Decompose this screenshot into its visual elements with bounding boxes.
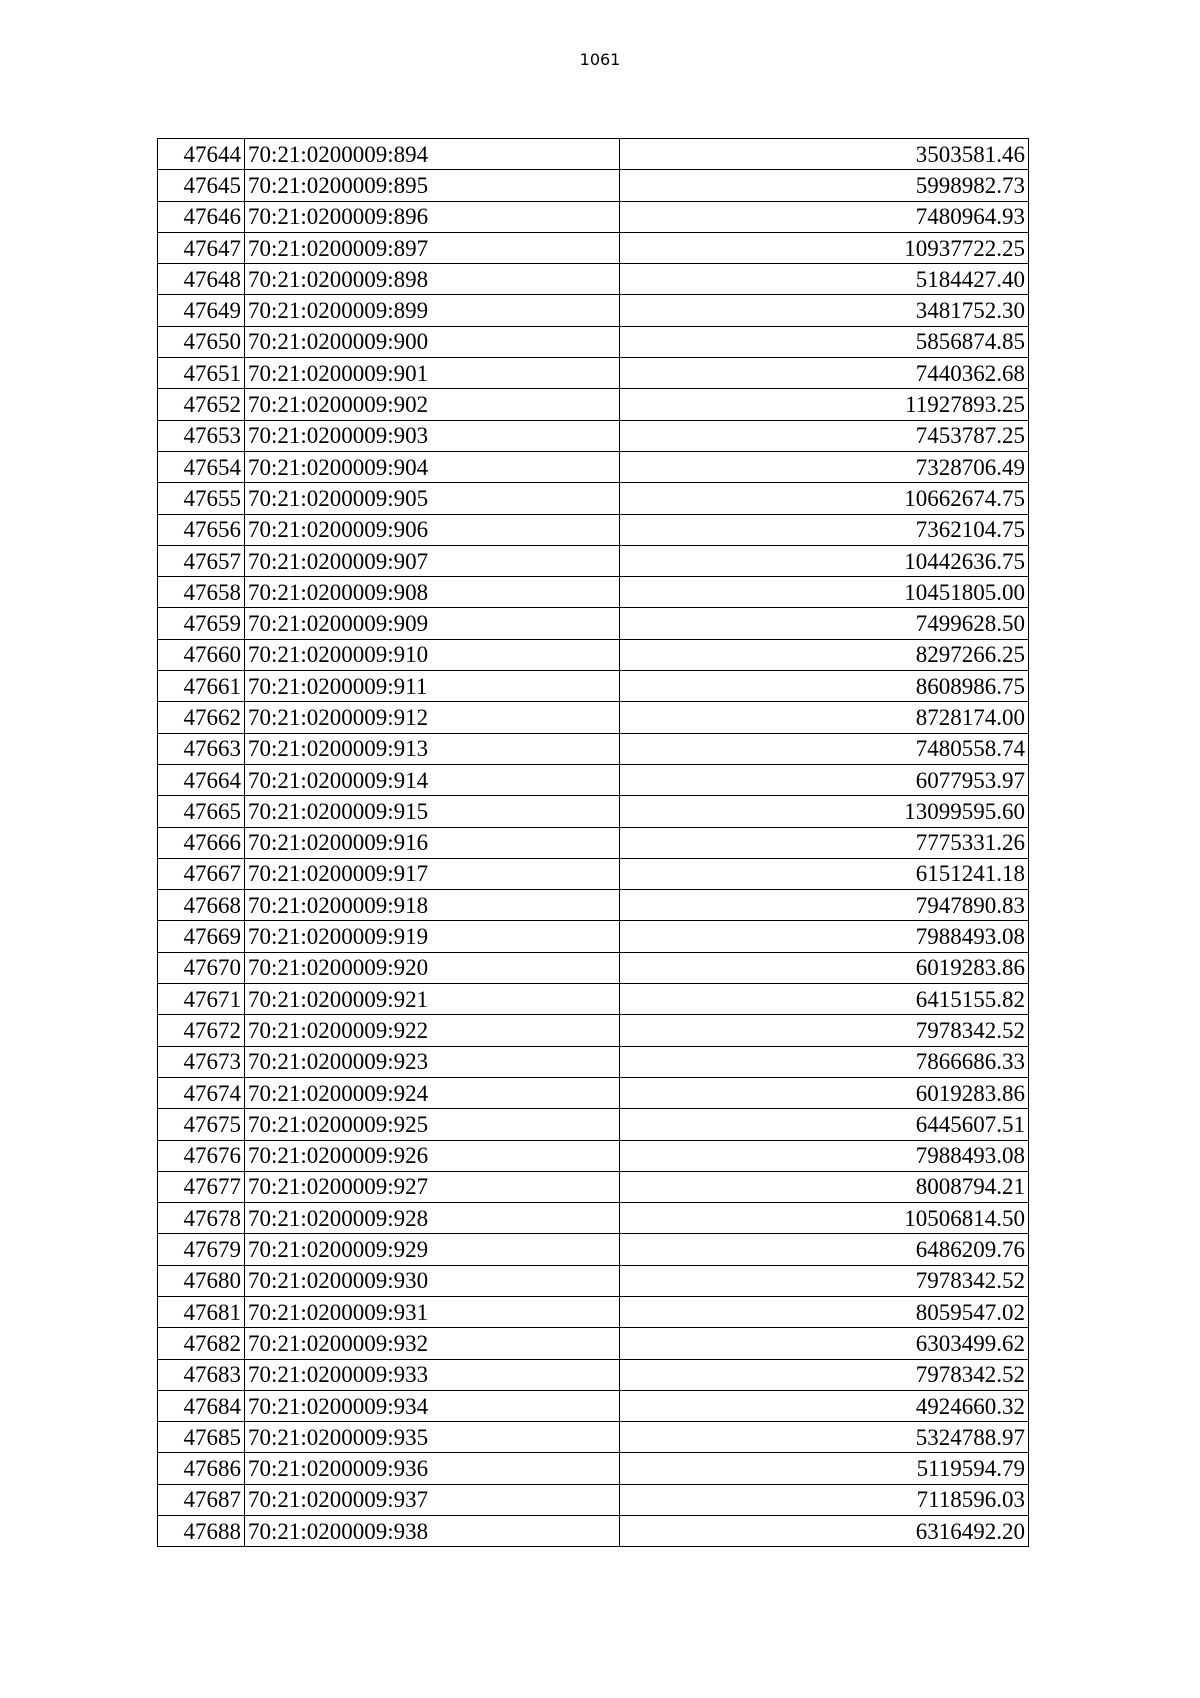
row-number-cell: 47683	[158, 1359, 245, 1390]
table-row	[158, 796, 1029, 827]
cadastral-value-cell: 8059547.02	[620, 1296, 1029, 1327]
cadastral-number-cell: 70:21:0200009:935	[245, 1422, 620, 1453]
cadastral-value-cell: 6415155.82	[620, 984, 1029, 1015]
cadastral-number-cell: 70:21:0200009:904	[245, 451, 620, 482]
cadastral-value-cell: 6151241.18	[620, 858, 1029, 889]
table-row	[158, 1265, 1029, 1296]
table-row	[158, 545, 1029, 576]
table-row	[158, 326, 1029, 357]
table-body	[158, 139, 1029, 1547]
cadastral-number-cell: 70:21:0200009:934	[245, 1390, 620, 1421]
row-number-cell: 47669	[158, 921, 245, 952]
cadastral-value-cell: 7988493.08	[620, 1140, 1029, 1171]
cadastral-value-cell: 5324788.97	[620, 1422, 1029, 1453]
table-row	[158, 358, 1029, 389]
cadastral-value-cell: 7440362.68	[620, 358, 1029, 389]
cadastral-number-cell: 70:21:0200009:914	[245, 764, 620, 795]
row-number-cell: 47664	[158, 764, 245, 795]
table-row	[158, 639, 1029, 670]
table-row	[158, 1077, 1029, 1108]
table-row	[158, 1359, 1029, 1390]
cadastral-number-cell: 70:21:0200009:897	[245, 232, 620, 263]
row-number-cell: 47674	[158, 1077, 245, 1108]
cadastral-value-cell: 7866686.33	[620, 1046, 1029, 1077]
cadastral-number-cell: 70:21:0200009:927	[245, 1171, 620, 1202]
row-number-cell: 47658	[158, 577, 245, 608]
row-number-cell: 47656	[158, 514, 245, 545]
table-row	[158, 1171, 1029, 1202]
cadastral-value-cell: 3481752.30	[620, 295, 1029, 326]
row-number-cell: 47686	[158, 1453, 245, 1484]
row-number-cell: 47678	[158, 1203, 245, 1234]
row-number-cell: 47666	[158, 827, 245, 858]
cadastral-value-cell: 10451805.00	[620, 577, 1029, 608]
row-number-cell: 47670	[158, 952, 245, 983]
row-number-cell: 47675	[158, 1109, 245, 1140]
table-row	[158, 1390, 1029, 1421]
table-row	[158, 764, 1029, 795]
cadastral-value-cell: 11927893.25	[620, 389, 1029, 420]
table-row	[158, 264, 1029, 295]
cadastral-number-cell: 70:21:0200009:922	[245, 1015, 620, 1046]
cadastral-value-cell: 6019283.86	[620, 1077, 1029, 1108]
cadastral-value-cell: 7988493.08	[620, 921, 1029, 952]
table-row	[158, 139, 1029, 170]
cadastral-value-cell: 7480964.93	[620, 201, 1029, 232]
page-number: 1061	[579, 50, 621, 69]
cadastral-number-cell: 70:21:0200009:930	[245, 1265, 620, 1296]
table-row	[158, 232, 1029, 263]
cadastral-value-cell: 13099595.60	[620, 796, 1029, 827]
cadastral-value-cell: 7499628.50	[620, 608, 1029, 639]
table-row	[158, 295, 1029, 326]
cadastral-value-cell: 10442636.75	[620, 545, 1029, 576]
row-number-cell: 47652	[158, 389, 245, 420]
row-number-cell: 47655	[158, 483, 245, 514]
cadastral-number-cell: 70:21:0200009:925	[245, 1109, 620, 1140]
cadastral-value-cell: 7978342.52	[620, 1359, 1029, 1390]
cadastral-number-cell: 70:21:0200009:903	[245, 420, 620, 451]
cadastral-number-cell: 70:21:0200009:921	[245, 984, 620, 1015]
cadastral-number-cell: 70:21:0200009:937	[245, 1484, 620, 1515]
table-row	[158, 858, 1029, 889]
cadastral-value-cell: 6077953.97	[620, 764, 1029, 795]
cadastral-number-cell: 70:21:0200009:894	[245, 139, 620, 170]
cadastral-number-cell: 70:21:0200009:911	[245, 671, 620, 702]
row-number-cell: 47646	[158, 201, 245, 232]
cadastral-value-table	[157, 138, 1029, 1547]
cadastral-value-cell: 6316492.20	[620, 1516, 1029, 1547]
table-row	[158, 483, 1029, 514]
table-row	[158, 1109, 1029, 1140]
row-number-cell: 47676	[158, 1140, 245, 1171]
row-number-cell: 47677	[158, 1171, 245, 1202]
cadastral-value-cell: 7978342.52	[620, 1015, 1029, 1046]
table-row	[158, 984, 1029, 1015]
cadastral-number-cell: 70:21:0200009:895	[245, 170, 620, 201]
cadastral-value-cell: 6445607.51	[620, 1109, 1029, 1140]
cadastral-value-cell: 7947890.83	[620, 890, 1029, 921]
cadastral-value-cell: 6486209.76	[620, 1234, 1029, 1265]
cadastral-number-cell: 70:21:0200009:926	[245, 1140, 620, 1171]
cadastral-value-cell: 4924660.32	[620, 1390, 1029, 1421]
table-row	[158, 952, 1029, 983]
cadastral-value-cell: 5184427.40	[620, 264, 1029, 295]
table-row	[158, 1140, 1029, 1171]
cadastral-number-cell: 70:21:0200009:898	[245, 264, 620, 295]
cadastral-number-cell: 70:21:0200009:929	[245, 1234, 620, 1265]
cadastral-number-cell: 70:21:0200009:912	[245, 702, 620, 733]
cadastral-number-cell: 70:21:0200009:928	[245, 1203, 620, 1234]
cadastral-value-cell: 5119594.79	[620, 1453, 1029, 1484]
cadastral-number-cell: 70:21:0200009:931	[245, 1296, 620, 1327]
cadastral-value-cell: 6019283.86	[620, 952, 1029, 983]
row-number-cell: 47684	[158, 1390, 245, 1421]
table-row	[158, 389, 1029, 420]
cadastral-number-cell: 70:21:0200009:902	[245, 389, 620, 420]
row-number-cell: 47672	[158, 1015, 245, 1046]
cadastral-number-cell: 70:21:0200009:907	[245, 545, 620, 576]
row-number-cell: 47681	[158, 1296, 245, 1327]
row-number-cell: 47671	[158, 984, 245, 1015]
cadastral-number-cell: 70:21:0200009:924	[245, 1077, 620, 1108]
table-row	[158, 1203, 1029, 1234]
row-number-cell: 47682	[158, 1328, 245, 1359]
cadastral-number-cell: 70:21:0200009:918	[245, 890, 620, 921]
table-row	[158, 827, 1029, 858]
row-number-cell: 47685	[158, 1422, 245, 1453]
cadastral-number-cell: 70:21:0200009:923	[245, 1046, 620, 1077]
cadastral-number-cell: 70:21:0200009:901	[245, 358, 620, 389]
cadastral-value-cell: 7453787.25	[620, 420, 1029, 451]
table-row	[158, 170, 1029, 201]
cadastral-number-cell: 70:21:0200009:899	[245, 295, 620, 326]
row-number-cell: 47648	[158, 264, 245, 295]
table-row	[158, 577, 1029, 608]
table-row	[158, 1015, 1029, 1046]
cadastral-value-cell: 6303499.62	[620, 1328, 1029, 1359]
cadastral-value-cell: 5856874.85	[620, 326, 1029, 357]
cadastral-value-cell: 7480558.74	[620, 733, 1029, 764]
cadastral-number-cell: 70:21:0200009:896	[245, 201, 620, 232]
cadastral-number-cell: 70:21:0200009:917	[245, 858, 620, 889]
row-number-cell: 47650	[158, 326, 245, 357]
cadastral-value-cell: 8297266.25	[620, 639, 1029, 670]
cadastral-value-cell: 8608986.75	[620, 671, 1029, 702]
cadastral-number-cell: 70:21:0200009:933	[245, 1359, 620, 1390]
table-row	[158, 1484, 1029, 1515]
cadastral-number-cell: 70:21:0200009:908	[245, 577, 620, 608]
row-number-cell: 47663	[158, 733, 245, 764]
row-number-cell: 47649	[158, 295, 245, 326]
cadastral-number-cell: 70:21:0200009:932	[245, 1328, 620, 1359]
cadastral-value-cell: 10506814.50	[620, 1203, 1029, 1234]
row-number-cell: 47688	[158, 1516, 245, 1547]
row-number-cell: 47644	[158, 139, 245, 170]
cadastral-number-cell: 70:21:0200009:913	[245, 733, 620, 764]
row-number-cell: 47673	[158, 1046, 245, 1077]
cadastral-value-cell: 5998982.73	[620, 170, 1029, 201]
cadastral-value-cell: 7775331.26	[620, 827, 1029, 858]
table-row	[158, 733, 1029, 764]
cadastral-number-cell: 70:21:0200009:910	[245, 639, 620, 670]
table-row	[158, 1234, 1029, 1265]
table-row	[158, 890, 1029, 921]
cadastral-number-cell: 70:21:0200009:900	[245, 326, 620, 357]
cadastral-number-cell: 70:21:0200009:915	[245, 796, 620, 827]
row-number-cell: 47657	[158, 545, 245, 576]
table-row	[158, 1422, 1029, 1453]
table-row	[158, 1328, 1029, 1359]
row-number-cell: 47687	[158, 1484, 245, 1515]
cadastral-value-cell: 3503581.46	[620, 139, 1029, 170]
cadastral-number-cell: 70:21:0200009:909	[245, 608, 620, 639]
row-number-cell: 47654	[158, 451, 245, 482]
cadastral-number-cell: 70:21:0200009:906	[245, 514, 620, 545]
cadastral-number-cell: 70:21:0200009:920	[245, 952, 620, 983]
row-number-cell: 47661	[158, 671, 245, 702]
cadastral-value-cell: 10937722.25	[620, 232, 1029, 263]
row-number-cell: 47653	[158, 420, 245, 451]
row-number-cell: 47667	[158, 858, 245, 889]
cadastral-number-cell: 70:21:0200009:938	[245, 1516, 620, 1547]
row-number-cell: 47645	[158, 170, 245, 201]
cadastral-value-cell: 8008794.21	[620, 1171, 1029, 1202]
cadastral-value-cell: 10662674.75	[620, 483, 1029, 514]
table-row	[158, 608, 1029, 639]
table-row	[158, 1046, 1029, 1077]
row-number-cell: 47668	[158, 890, 245, 921]
cadastral-value-cell: 7362104.75	[620, 514, 1029, 545]
cadastral-number-cell: 70:21:0200009:916	[245, 827, 620, 858]
table-row	[158, 201, 1029, 232]
table-row	[158, 702, 1029, 733]
cadastral-value-cell: 7328706.49	[620, 451, 1029, 482]
table-row	[158, 671, 1029, 702]
table-row	[158, 514, 1029, 545]
row-number-cell: 47665	[158, 796, 245, 827]
row-number-cell: 47660	[158, 639, 245, 670]
table-row	[158, 1453, 1029, 1484]
cadastral-number-cell: 70:21:0200009:936	[245, 1453, 620, 1484]
row-number-cell: 47680	[158, 1265, 245, 1296]
row-number-cell: 47679	[158, 1234, 245, 1265]
cadastral-value-cell: 8728174.00	[620, 702, 1029, 733]
cadastral-value-cell: 7978342.52	[620, 1265, 1029, 1296]
table-row	[158, 1296, 1029, 1327]
row-number-cell: 47647	[158, 232, 245, 263]
table-row	[158, 451, 1029, 482]
row-number-cell: 47651	[158, 358, 245, 389]
cadastral-value-cell: 7118596.03	[620, 1484, 1029, 1515]
cadastral-number-cell: 70:21:0200009:905	[245, 483, 620, 514]
row-number-cell: 47659	[158, 608, 245, 639]
table-row	[158, 1516, 1029, 1547]
table-row	[158, 420, 1029, 451]
row-number-cell: 47662	[158, 702, 245, 733]
table-row	[158, 921, 1029, 952]
cadastral-number-cell: 70:21:0200009:919	[245, 921, 620, 952]
